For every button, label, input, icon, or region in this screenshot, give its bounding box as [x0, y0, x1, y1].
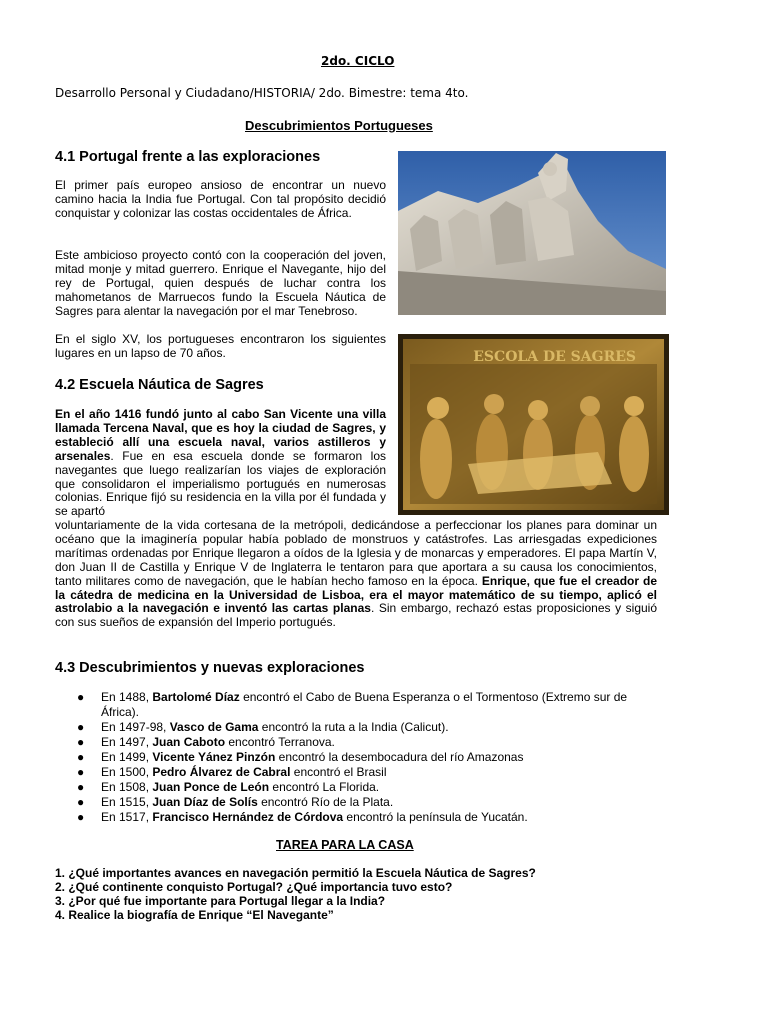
- plaque-caption: ESCOLA DE SAGRES: [473, 349, 636, 365]
- section2-bold-2: Enrique, que fue el creador de la cátedra de medicina en la Universidad de Lisboa, era el mayor matemático de su tiempo, aplicó el astrolabio a la navegación e inventó las cartas planas: [55, 573, 657, 616]
- section-heading-4-2: 4.2 Escuela Náutica de Sagres: [55, 377, 264, 393]
- plaque-image: [398, 334, 669, 515]
- bullet-icon: ●: [77, 735, 85, 749]
- plaque-illustration: [398, 334, 669, 515]
- list-item: ● En 1497-98, Vasco de Gama encontró la ruta a la India (Calicut).: [77, 720, 449, 734]
- list-item: ● En 1488, Bartolomé Díaz encontró el Cabo de Buena Esperanza o el Tormentoso (Extremo sur de África).: [77, 690, 628, 719]
- list-item: ● En 1508, Juan Ponce de León encontró La Florida.: [77, 780, 380, 794]
- bullet-icon: ●: [77, 810, 85, 824]
- section1-paragraph-2: Este ambicioso proyecto contó con la cooperación del joven, mitad monje y mitad guerrero. Enrique el Navegante, hijo del rey de Portugal, quien después de luchar contra los mahometanos de Marruecos fundo la Escuela Náutica de Sagres para alentar la navegación por el mar Tenebroso.: [55, 248, 386, 318]
- list-item: ● En 1497, Juan Caboto encontró Terranova.: [77, 735, 335, 749]
- section2-text-2: voluntariamente de la vida cortesana de la metrópoli, dedicándose a perfeccionar los planes para dominar un océano que la imaginería popular había poblado de monstruos y catástrofes. Las arriesgadas expediciones marítimas ordenadas por Enrique llegaron a oídos de la Iglesia y de monarcas y emperadores. El papa Martín V, don Juan II de Castilla y Enrique V de Inglaterra le tentaron para que aportara a su causa los conocimientos, tanto militares como de navegación, que le habían hecho famoso en la época.: [55, 518, 657, 588]
- section-heading-4-1: 4.1 Portugal frente a las exploraciones: [55, 149, 321, 165]
- section2-text-3: . Sin embargo, rechazó estas proposiciones y siguió con sus sueños de expansión del Imperio portugués.: [55, 601, 658, 630]
- monument-photo-illustration: [398, 151, 666, 315]
- section2-paragraph-top: [55, 408, 386, 519]
- homework-question: 4. Realice la biografía de Enrique “El Navegante”: [55, 908, 334, 922]
- homework-title: TAREA PARA LA CASA: [276, 838, 414, 852]
- section2-paragraph-bottom: [55, 519, 657, 630]
- section1-paragraph-3: En el siglo XV, los portugueses encontraron los siguientes lugares en un lapso de 70 años.: [55, 332, 386, 360]
- list-item: ● En 1517, Francisco Hernández de Córdova encontró la península de Yucatán.: [77, 810, 528, 824]
- bullet-icon: ●: [77, 690, 85, 704]
- bullet-icon: ●: [77, 795, 85, 809]
- homework-question: 2. ¿Qué continente conquisto Portugal? ¿Qué importancia tuvo esto?: [55, 880, 453, 894]
- homework-question: 1. ¿Qué importantes avances en navegación permitió la Escuela Náutica de Sagres?: [55, 866, 536, 880]
- list-item: ● En 1499, Vicente Yánez Pinzón encontró la desembocadura del río Amazonas: [77, 750, 524, 764]
- bullet-icon: ●: [77, 750, 85, 764]
- list-item: ● En 1515, Juan Díaz de Solís encontró Río de la Plata.: [77, 795, 394, 809]
- document-title: Descubrimientos Portugueses: [245, 118, 433, 133]
- section1-paragraph-1: El primer país europeo ansioso de encontrar un nuevo camino hacia la India fue Portugal. Con tal propósito decidió conquistar y colonizar las costas occidentales de África.: [55, 178, 386, 220]
- section2-text-1: . Fue en esa escuela donde se formaron los navegantes que luego realizarían los viajes de exploración que consolidaron el imperialismo portugués en numerosas colonias. Enrique fijó su residencia en la villa por él fundada y se apartó: [55, 448, 386, 519]
- subject-line: Desarrollo Personal y Ciudadano/HISTORIA/ 2do. Bimestre: tema 4to.: [55, 86, 469, 100]
- monument-image: [398, 151, 666, 315]
- list-item: ● En 1500, Pedro Álvarez de Cabral encontró el Brasil: [77, 765, 387, 779]
- section2-bold-1: En el año 1416 fundó junto al cabo San Vicente una villa llamada Tercena Naval, que es hoy la ciudad de Sagres, y estableció allí una escuela naval, varios astilleros y arsenales: [55, 407, 386, 463]
- section-heading-4-3: 4.3 Descubrimientos y nuevas exploraciones: [55, 660, 365, 676]
- bullet-icon: ●: [77, 765, 85, 779]
- cycle-label: 2do. CICLO: [321, 54, 395, 68]
- homework-question: 3. ¿Por qué fue importante para Portugal llegar a la India?: [55, 894, 386, 908]
- bullet-icon: ●: [77, 720, 85, 734]
- bullet-icon: ●: [77, 780, 85, 794]
- discoveries-list: [55, 690, 665, 825]
